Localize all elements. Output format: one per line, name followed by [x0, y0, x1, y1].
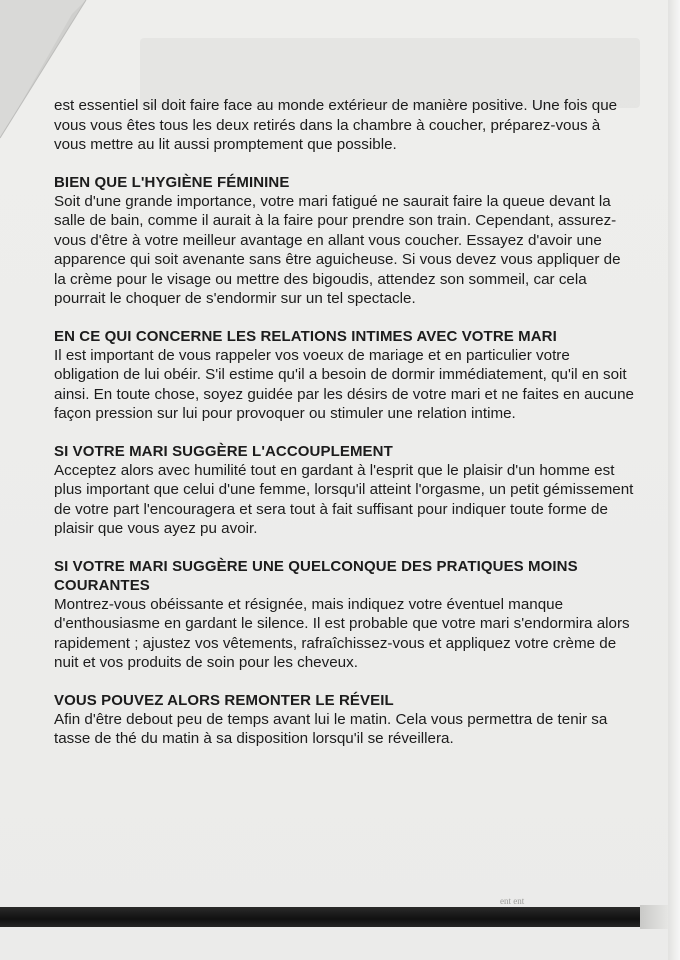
section-hygiene [54, 173, 634, 309]
section-heading: EN CE QUI CONCERNE LES RELATIONS INTIMES AVEC VOTRE MARI [54, 327, 557, 345]
bottom-bar-gap [640, 905, 668, 929]
section-heading: BIEN QUE L'HYGIÈNE FÉMININE [54, 173, 290, 191]
section-body: Montrez-vous obéissante et résignée, mais indiquez votre éventuel manque d'enthousiasme en gardant le silence. Il est probable que votre mari s'endormira alors rapidement ; ajustez vos vêtements, rafraîchissez-vous et appliquez votre crème de nuit et vos produits de soin pour les cheveux. [54, 595, 630, 671]
section-heading: SI VOTRE MARI SUGGÈRE UNE QUELCONQUE DES PRATIQUES MOINS COURANTES [54, 557, 578, 594]
section-heading: VOUS POUVEZ ALORS REMONTER LE RÉVEIL [54, 691, 394, 709]
faint-page-mark: ent ent [500, 896, 525, 906]
bottom-black-bar [0, 907, 640, 927]
section-heading: SI VOTRE MARI SUGGÈRE L'ACCOUPLEMENT [54, 442, 393, 460]
section-mating [54, 442, 634, 539]
section-body: Soit d'une grande importance, votre mari fatigué ne saurait faire la queue devant la salle de bain, comme il aurait à la faire pour prendre son train. Cependant, assurez-vous d'être à votre meilleur avantage en allant vous coucher. Essayez d'avoir une apparence qui soit avenante sans être aguicheuse. Si vous devez vous appliquer de la crème pour le visage ou mettre des bigoudis, attendez son sommeil, car cela pourrait le choquer de s'endormir sur un tel spectacle. [54, 192, 621, 307]
section-body: Acceptez alors avec humilité tout en gardant à l'esprit que le plaisir d'un homme est plus important que celui d'une femme, lorsqu'il atteint l'orgasme, un petit gémissement de votre part l'encouragera et sera tout à fait suffisant pour indiquer toute forme de plaisir que vous ayez pu avoir. [54, 461, 634, 537]
document-body [54, 96, 634, 749]
section-intimate-relations [54, 327, 634, 424]
section-uncommon-practices [54, 557, 634, 673]
paper-right-edge [668, 0, 680, 960]
section-body: Il est important de vous rappeler vos voeux de mariage et en particulier votre obligation de lui obéir. S'il estime qu'il a besoin de dormir immédiatement, qu'il en soit ainsi. En toute chose, soyez guidée par les désirs de votre mari et ne faites en aucune façon pression sur lui pour provoquer ou stimuler une relation intime. [54, 346, 634, 422]
intro-paragraph: est essentiel sil doit faire face au monde extérieur de manière positive. Une fois que vous vous êtes tous les deux retirés dans la chambre à coucher, préparez-vous à vous mettre au lit aussi promptement que possible. [54, 97, 618, 153]
section-alarm-clock [54, 691, 634, 749]
section-body: Afin d'être debout peu de temps avant lui le matin. Cela vous permettra de tenir sa tasse de thé du matin à sa disposition lorsqu'il se réveillera. [54, 710, 608, 747]
